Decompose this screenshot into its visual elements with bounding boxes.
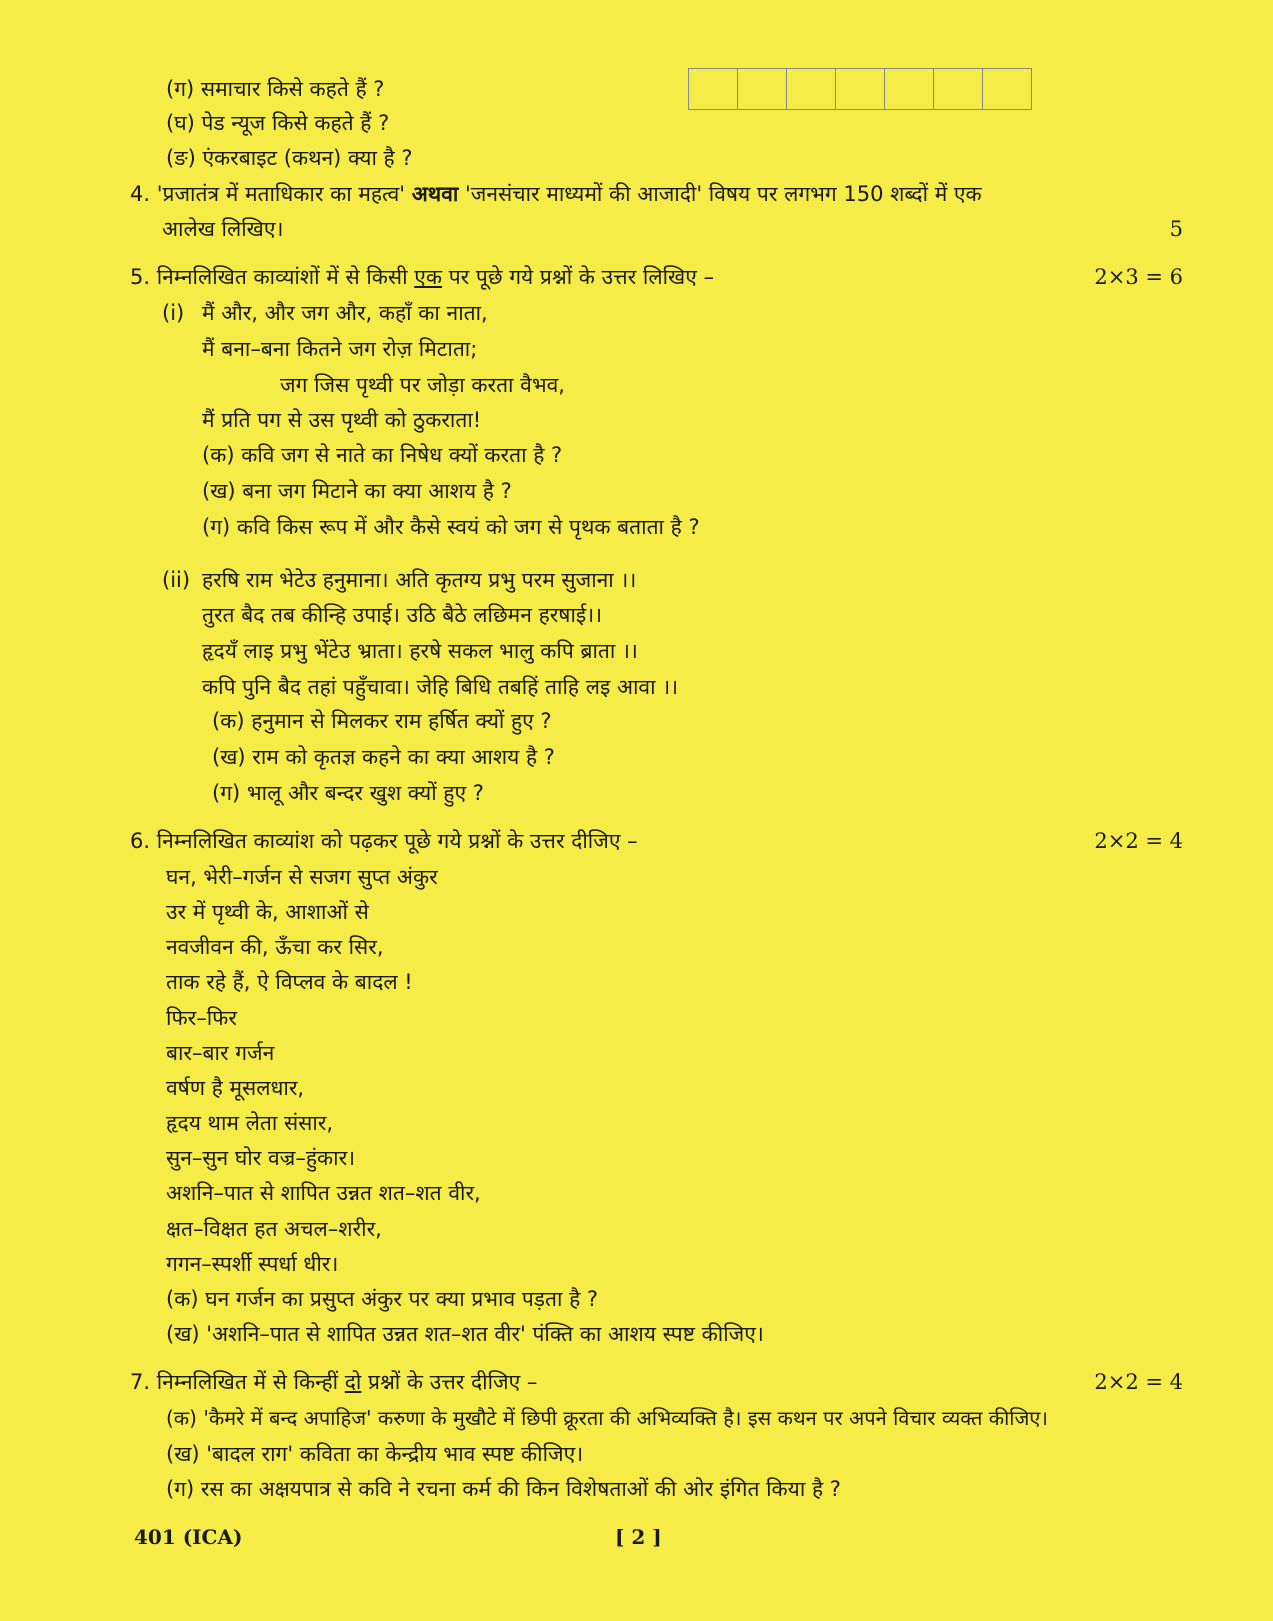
q5-text-b: पर पूछे गये प्रश्नों के उत्तर लिखिए – xyxy=(448,265,714,289)
q7-text-a: निम्नलिखित में से किन्हीं xyxy=(156,1370,339,1394)
q7-num: 7. xyxy=(130,1370,151,1394)
q5-i-line: जग जिस पृथ्वी पर जोड़ा करता वैभव, xyxy=(280,373,565,397)
q5-num: 5. xyxy=(130,265,151,289)
q6-marks: 2×2 = 4 xyxy=(1094,829,1183,853)
q5-ii-line: हरषि राम भेटेउ हनुमाना। अति कृतग्य प्रभु परम सुजाना ।। xyxy=(202,568,637,592)
q5-text-underlined: एक xyxy=(414,265,443,289)
q4-num: 4. xyxy=(130,182,151,206)
q7-heading xyxy=(130,1367,537,1397)
q5-ii-line: कपि पुनि बैद तहां पहुँचावा। जेहि बिधि तबहिं ताहि लइ आवा ।। xyxy=(202,675,679,699)
q6-poem-line: उर में पृथ्वी के, आशाओं से xyxy=(166,900,369,924)
roll-number-boxes xyxy=(688,68,1032,110)
q5-ii-question: (क) हनुमान से मिलकर राम हर्षित क्यों हुए ? xyxy=(212,709,552,733)
q5-i-question: (क) कवि जग से नाते का निषेध क्यों करता है ? xyxy=(202,443,563,467)
q4-line2: आलेख लिखिए। xyxy=(162,217,284,241)
q3-item-gh: (घ) पेड न्यूज किसे कहते हैं ? xyxy=(166,111,390,135)
q6-poem-line: घन, भेरी–गर्जन से सजग सुप्त अंकुर xyxy=(166,865,438,889)
q5-i-label: (i) xyxy=(162,301,185,325)
page-number: [ 2 ] xyxy=(615,1525,662,1549)
q5-ii-question: (ख) राम को कृतज्ञ कहने का क्या आशय है ? xyxy=(212,745,555,769)
q5-ii-line: हृदयँ लाइ प्रभु भेंटेउ भ्राता। हरषे सकल भालु कपि ब्राता ।। xyxy=(202,639,638,663)
q5-i-line: मैं और, और जग और, कहाँ का नाता, xyxy=(202,301,488,325)
q5-ii-question: (ग) भालू और बन्दर खुश क्यों हुए ? xyxy=(212,781,484,805)
q4-marks: 5 xyxy=(1169,217,1183,241)
q6-question: (ख) 'अशनि–पात से शापित उन्नत शत–शत वीर' पंक्ति का आशय स्पष्ट कीजिए। xyxy=(166,1322,764,1346)
q6-poem-line: वर्षण है मूसलधार, xyxy=(166,1076,305,1100)
q6-question: (क) घन गर्जन का प्रसुप्त अंकुर पर क्या प्रभाव पड़ता है ? xyxy=(166,1287,599,1311)
q7-marks: 2×2 = 4 xyxy=(1094,1370,1183,1394)
q5-ii-label: (ii) xyxy=(162,568,191,592)
q7-text-b: प्रश्नों के उत्तर दीजिए – xyxy=(368,1370,538,1394)
q7-question: (ग) रस का अक्षयपात्र से कवि ने रचना कर्म की किन विशेषताओं की ओर इंगित किया है ? xyxy=(166,1477,841,1501)
q6-poem-line: ताक रहे हैं, ऐ विप्लव के बादल ! xyxy=(166,970,413,994)
q5-i-question: (ग) कवि किस रूप में और कैसे स्वयं को जग से पृथक बताता है ? xyxy=(202,515,700,539)
q7-question: (क) 'कैमरे में बन्द अपाहिज' करुणा के मुखौटे में छिपी क्रूरता की अभिव्यक्ति है। इस कथन पर अपने विचार व्यक्त कीजिए। xyxy=(166,1406,1048,1430)
q6-poem-line: बार–बार गर्जन xyxy=(166,1041,275,1065)
q5-i-question: (ख) बना जग मिटाने का क्या आशय है ? xyxy=(202,479,512,503)
q4-topic-a: 'प्रजातंत्र में मताधिकार का महत्व' xyxy=(156,182,406,206)
q5-text-a: निम्नलिखित काव्यांशों में से किसी xyxy=(156,265,408,289)
q4-topic-b: 'जनसंचार माध्यमों की आजादी' विषय पर लगभग 150 शब्दों में एक xyxy=(465,182,982,206)
q6-num: 6. xyxy=(130,829,151,853)
q5-i-line: मैं बना–बना कितने जग रोज़ मिटाता; xyxy=(202,337,478,361)
q3-item-g: (ग) समाचार किसे कहते हैं ? xyxy=(166,77,385,101)
q5-i-line: मैं प्रति पग से उस पृथ्वी को ठुकराता! xyxy=(202,408,482,432)
q6-poem-line: फिर–फिर xyxy=(166,1006,237,1030)
q7-question: (ख) 'बादल राग' कविता का केन्द्रीय भाव स्पष्ट कीजिए। xyxy=(166,1442,584,1466)
q6-poem-line: सुन–सुन घोर वज्र–हुंकार। xyxy=(166,1146,356,1170)
q6-text: निम्नलिखित काव्यांश को पढ़कर पूछे गये प्रश्नों के उत्तर दीजिए – xyxy=(156,829,638,853)
q5-heading xyxy=(130,262,714,292)
paper-code: 401 (ICA) xyxy=(134,1525,243,1549)
q7-text-underlined: दो xyxy=(344,1370,362,1394)
q6-poem-line: क्षत–विक्षत हत अचल–शरीर, xyxy=(166,1217,382,1241)
q6-poem-line: अशनि–पात से शापित उन्नत शत–शत वीर, xyxy=(166,1181,481,1205)
q6-heading xyxy=(130,826,638,856)
q5-marks: 2×3 = 6 xyxy=(1094,265,1183,289)
q6-poem-line: नवजीवन की, ऊँचा कर सिर, xyxy=(166,935,384,959)
q6-poem-line: गगन–स्पर्शी स्पर्धा धीर। xyxy=(166,1252,339,1276)
q4-or: अथवा xyxy=(411,182,459,206)
q5-ii-line: तुरत बैद तब कीन्हि उपाई। उठि बैठे लछिमन हरषाई।। xyxy=(202,603,603,627)
q4-line1 xyxy=(130,179,982,209)
q3-item-ng: (ङ) एंकरबाइट (कथन) क्या है ? xyxy=(166,146,413,170)
q6-poem-line: हृदय थाम लेता संसार, xyxy=(166,1111,334,1135)
